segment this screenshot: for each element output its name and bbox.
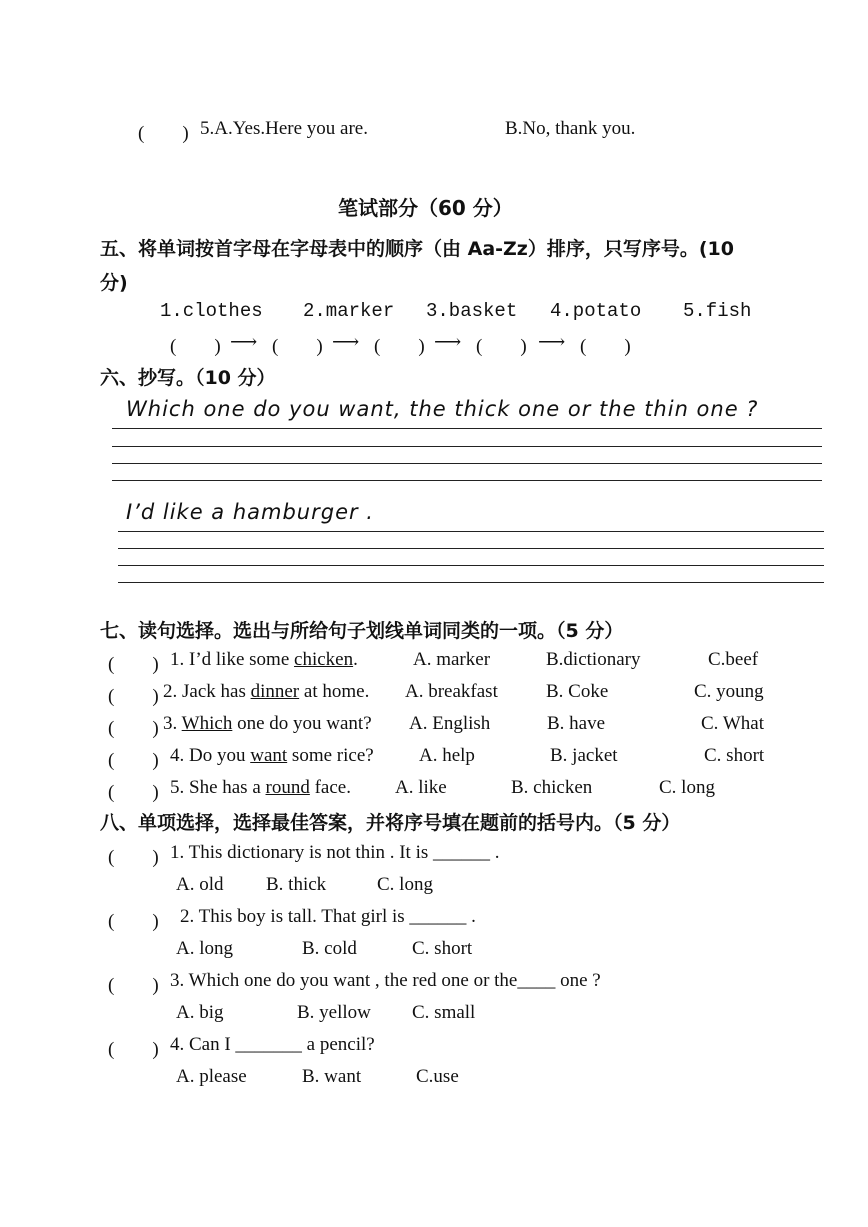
answer-paren[interactable]: ( ) (108, 782, 159, 803)
word-2: 2.marker (303, 300, 395, 322)
section-6-heading: 六、抄写。（10 分） (100, 367, 276, 389)
question-text: 1. I’d like some chicken. (170, 649, 358, 670)
answer-paren[interactable]: ( ) (108, 975, 159, 996)
answer-paren[interactable]: ( ) (108, 686, 159, 707)
option-b: B. want (302, 1066, 362, 1087)
option-b: B. thick (266, 874, 327, 895)
writing-line (118, 582, 824, 583)
item-paren[interactable]: ( ) (138, 123, 189, 144)
copy-sentence-2: I’d like a hamburger . (126, 500, 374, 524)
question-text: 3. Which one do you want? (163, 713, 372, 734)
option-c: C. short (704, 745, 765, 766)
option-a: A. breakfast (405, 681, 498, 702)
order-blank-3[interactable]: ( ) (374, 336, 425, 357)
order-blank-5[interactable]: ( ) (580, 336, 631, 357)
question-text: 2. This boy is tall. That girl is ______ . (180, 906, 476, 927)
option-c: C. small (412, 1002, 476, 1023)
option-c: C. long (377, 874, 433, 895)
question-text: 3. Which one do you want , the red one or the____ one ? (170, 970, 601, 991)
question-text: 2. Jack has dinner at home. (163, 681, 370, 702)
option-a: A. please (176, 1066, 247, 1087)
writing-line (118, 548, 824, 549)
option-c: C. young (694, 681, 764, 702)
option-c: C. long (659, 777, 715, 798)
question-text: 5.A.Yes.Here you are. (200, 118, 368, 139)
option-a: A. help (419, 745, 475, 766)
word-5: 5.fish (683, 300, 752, 322)
option-a: A. like (395, 777, 447, 798)
writing-line (112, 463, 822, 464)
section-7-heading: 七、读句选择。选出与所给句子划线单词同类的一项。（5 分） (100, 620, 624, 642)
option-b: B.dictionary (546, 649, 641, 670)
question-text: 5. She has a round face. (170, 777, 351, 798)
order-blank-4[interactable]: ( ) (476, 336, 527, 357)
answer-paren[interactable]: ( ) (108, 654, 159, 675)
writing-line (112, 480, 822, 481)
arrow-icon: ⟶ (332, 332, 360, 353)
question-text: 1. This dictionary is not thin . It is ______ . (170, 842, 500, 863)
arrow-icon: ⟶ (434, 332, 462, 353)
underlined-word: chicken (294, 649, 354, 670)
section-title: 笔试部分（60 分） (338, 196, 513, 220)
option-c: C. What (701, 713, 764, 734)
option-a: A. English (409, 713, 491, 734)
section-5-heading-cont: 分) (100, 272, 128, 294)
writing-line (112, 446, 822, 447)
option-c: C.beef (708, 649, 759, 670)
option-a: A. marker (413, 649, 491, 670)
option-b: B. have (547, 713, 606, 734)
underlined-word: dinner (250, 681, 300, 702)
word-3: 3.basket (426, 300, 518, 322)
underlined-word: round (265, 777, 310, 798)
option-b: B. cold (302, 938, 357, 959)
option-a: A. big (176, 1002, 224, 1023)
answer-paren[interactable]: ( ) (108, 847, 159, 868)
order-blank-1[interactable]: ( ) (170, 336, 221, 357)
question-text: 4. Can I _______ a pencil? (170, 1034, 375, 1055)
word-1: 1.clothes (160, 300, 263, 322)
writing-line (118, 565, 824, 566)
section-5-heading: 五、将单词按首字母在字母表中的顺序（由 Aa-Zz）排序，只写序号。(10 (100, 238, 734, 260)
arrow-icon: ⟶ (230, 332, 258, 353)
answer-paren[interactable]: ( ) (108, 1039, 159, 1060)
option-b: B. Coke (546, 681, 609, 702)
option-b: B. yellow (297, 1002, 371, 1023)
answer-paren[interactable]: ( ) (108, 911, 159, 932)
option-c: C.use (416, 1066, 459, 1087)
writing-line (112, 428, 822, 429)
underlined-word: want (250, 745, 288, 766)
order-blank-2[interactable]: ( ) (272, 336, 323, 357)
option-c: C. short (412, 938, 473, 959)
answer-paren[interactable]: ( ) (108, 718, 159, 739)
option-b: B.No, thank you. (505, 118, 636, 139)
arrow-icon: ⟶ (538, 332, 566, 353)
question-text: 4. Do you want some rice? (170, 745, 374, 766)
option-b: B. jacket (550, 745, 618, 766)
option-a: A. old (176, 874, 224, 895)
section-8-heading: 八、单项选择，选择最佳答案，并将序号填在题前的括号内。（5 分） (100, 812, 681, 834)
answer-paren[interactable]: ( ) (108, 750, 159, 771)
writing-line (118, 531, 824, 532)
underlined-word: Which (181, 713, 233, 734)
copy-sentence-1: Which one do you want, the thick one or the thin one ? (126, 397, 759, 421)
option-a: A. long (176, 938, 233, 959)
option-b: B. chicken (511, 777, 593, 798)
word-4: 4.potato (550, 300, 642, 322)
